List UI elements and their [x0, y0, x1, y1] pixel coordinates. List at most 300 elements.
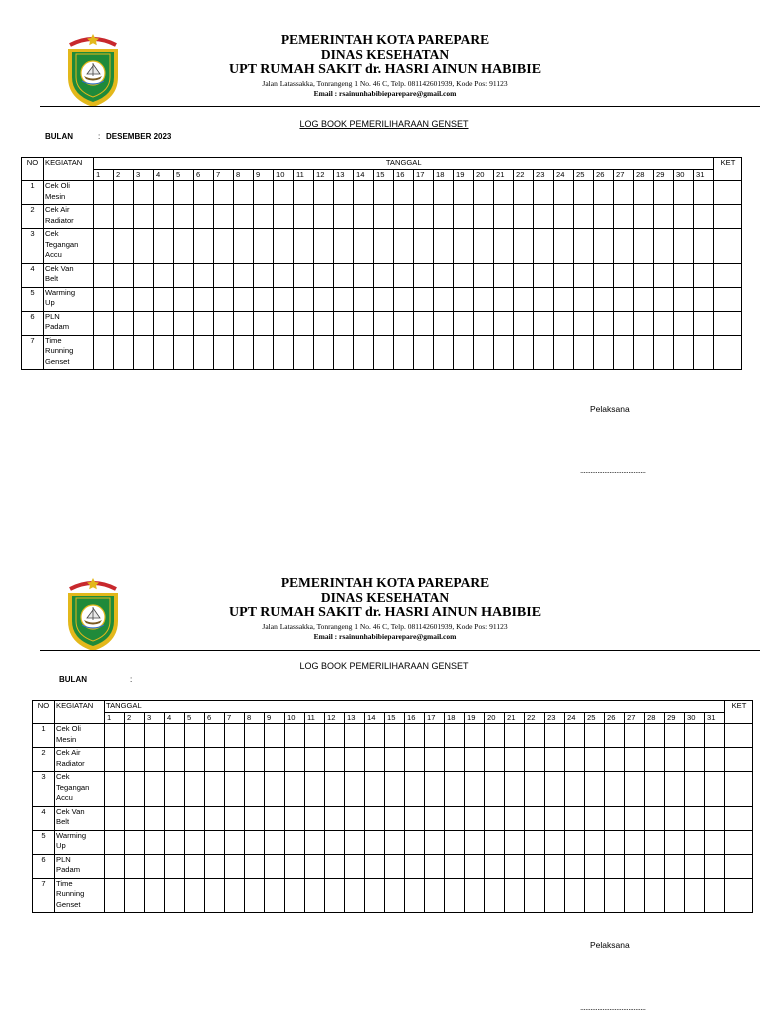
day-cell[interactable] [205, 878, 225, 913]
day-cell[interactable] [185, 772, 205, 807]
day-cell[interactable] [365, 724, 385, 748]
day-cell[interactable] [265, 854, 285, 878]
day-cell[interactable] [485, 772, 505, 807]
day-cell[interactable] [505, 772, 525, 807]
day-cell[interactable] [205, 724, 225, 748]
day-cell[interactable] [145, 830, 165, 854]
day-cell[interactable] [605, 830, 625, 854]
ket-cell[interactable] [725, 772, 753, 807]
row-number: 2 [33, 748, 55, 772]
day-cell[interactable] [465, 772, 485, 807]
day-cell[interactable] [585, 724, 605, 748]
day-cell[interactable] [205, 830, 225, 854]
day-cell[interactable] [305, 772, 325, 807]
day-cell[interactable] [505, 830, 525, 854]
day-cell[interactable] [225, 830, 245, 854]
day-cell[interactable] [665, 772, 685, 807]
kegiatan-line: Padam [56, 865, 81, 874]
day-cell[interactable] [185, 806, 205, 830]
kegiatan-line: Time [56, 878, 73, 888]
day-cell[interactable] [305, 830, 325, 854]
day-cell[interactable] [225, 772, 245, 807]
day-header: 11 [294, 169, 314, 181]
day-cell[interactable] [565, 724, 585, 748]
day-header: 9 [265, 712, 285, 724]
day-cell[interactable] [545, 772, 565, 807]
day-cell[interactable] [465, 748, 485, 772]
day-header: 20 [474, 169, 494, 181]
day-cell[interactable] [625, 806, 645, 830]
day-cell[interactable] [385, 724, 405, 748]
day-header: 21 [494, 169, 514, 181]
day-cell[interactable] [525, 806, 545, 830]
day-cell[interactable] [365, 772, 385, 807]
day-cell[interactable] [525, 724, 545, 748]
day-cell[interactable] [445, 724, 465, 748]
kegiatan-line: Cek Van [56, 806, 85, 816]
day-header: 24 [565, 712, 585, 724]
day-cell[interactable] [605, 878, 625, 913]
day-cell[interactable] [345, 772, 365, 807]
day-header: 29 [665, 712, 685, 724]
day-cell[interactable] [345, 806, 365, 830]
day-header: 18 [445, 712, 465, 724]
day-cell[interactable] [585, 806, 605, 830]
bulan-colon: : [98, 132, 101, 141]
day-cell[interactable] [245, 854, 265, 878]
day-cell[interactable] [425, 772, 445, 807]
day-cell[interactable] [485, 854, 505, 878]
day-cell[interactable] [405, 878, 425, 913]
day-cell[interactable] [485, 878, 505, 913]
day-cell[interactable] [545, 724, 565, 748]
day-cell[interactable] [165, 772, 185, 807]
day-cell[interactable] [365, 878, 385, 913]
table-row [33, 830, 753, 854]
day-header: 16 [394, 169, 414, 181]
row-number: 6 [33, 854, 55, 878]
row-number: 1 [33, 724, 55, 748]
day-cell[interactable] [605, 748, 625, 772]
day-cell[interactable] [605, 772, 625, 807]
day-cell[interactable] [465, 724, 485, 748]
day-cell[interactable] [705, 772, 725, 807]
letterhead-department: DINAS KESEHATAN [320, 47, 450, 62]
ket-cell[interactable] [725, 748, 753, 772]
day-cell[interactable] [705, 830, 725, 854]
day-cell[interactable] [305, 748, 325, 772]
day-cell[interactable] [245, 748, 265, 772]
row-number: 2 [22, 205, 44, 229]
day-cell[interactable] [545, 854, 565, 878]
letterhead [210, 575, 560, 641]
day-cell[interactable] [445, 772, 465, 807]
letterhead-address: Jalan Latassakka, Tonrangeng 1 No. 46 C, Telp. 081142601939, Kode Pos: 91123 [262, 79, 508, 88]
day-cell[interactable] [445, 854, 465, 878]
day-cell[interactable] [685, 772, 705, 807]
day-cell[interactable] [145, 806, 165, 830]
day-cell[interactable] [445, 748, 465, 772]
day-header: 1 [105, 712, 125, 724]
day-cell[interactable] [485, 830, 505, 854]
day-cell[interactable] [645, 748, 665, 772]
day-cell[interactable] [305, 806, 325, 830]
day-cell[interactable] [225, 806, 245, 830]
day-header: 16 [405, 712, 425, 724]
day-cell[interactable] [425, 878, 445, 913]
day-cell[interactable] [285, 878, 305, 913]
day-cell[interactable] [245, 830, 265, 854]
day-header: 13 [345, 712, 365, 724]
day-cell[interactable] [505, 878, 525, 913]
kegiatan-line: Warming [45, 287, 76, 297]
day-cell[interactable] [585, 830, 605, 854]
day-cell[interactable] [405, 724, 425, 748]
kegiatan-line: Tegangan [56, 782, 90, 792]
letterhead-divider [40, 650, 760, 651]
day-header: 10 [285, 712, 305, 724]
day-cell[interactable] [265, 724, 285, 748]
day-header: 7 [225, 712, 245, 724]
day-cell[interactable] [365, 748, 385, 772]
day-cell[interactable] [245, 772, 265, 807]
day-header: 9 [254, 169, 274, 181]
day-header: 4 [154, 169, 174, 181]
day-cell[interactable] [125, 748, 145, 772]
day-cell[interactable] [125, 830, 145, 854]
kegiatan-line: Cek Oli [45, 181, 70, 190]
day-cell[interactable] [625, 830, 645, 854]
day-cell[interactable] [125, 878, 145, 913]
day-cell[interactable] [685, 806, 705, 830]
day-cell[interactable] [105, 748, 125, 772]
kegiatan-line: Accu [45, 250, 62, 259]
day-cell[interactable] [145, 878, 165, 913]
document-title: LOG BOOK PEMERILIHARAAN GENSET [299, 661, 469, 671]
day-cell[interactable] [525, 854, 545, 878]
day-cell[interactable] [485, 724, 505, 748]
day-header: 23 [545, 712, 565, 724]
day-cell[interactable] [265, 748, 285, 772]
day-cell[interactable] [425, 806, 445, 830]
day-cell[interactable] [325, 748, 345, 772]
day-cell[interactable] [545, 748, 565, 772]
ket-cell[interactable] [725, 830, 753, 854]
bulan-colon: : [130, 675, 133, 684]
day-cell[interactable] [525, 748, 545, 772]
day-cell[interactable] [125, 806, 145, 830]
day-cell[interactable] [625, 772, 645, 807]
day-cell[interactable] [105, 854, 125, 878]
day-cell[interactable] [665, 830, 685, 854]
day-header: 8 [245, 712, 265, 724]
day-cell[interactable] [585, 772, 605, 807]
day-cell[interactable] [445, 806, 465, 830]
day-cell[interactable] [285, 724, 305, 748]
day-cell[interactable] [345, 724, 365, 748]
day-cell[interactable] [565, 854, 585, 878]
row-number: 7 [33, 878, 55, 913]
day-cell[interactable] [225, 724, 245, 748]
day-cell[interactable] [385, 878, 405, 913]
day-cell[interactable] [685, 724, 705, 748]
day-cell[interactable] [405, 830, 425, 854]
coat-of-arms-icon [62, 575, 124, 653]
day-cell[interactable] [565, 878, 585, 913]
day-cell[interactable] [505, 724, 525, 748]
day-cell[interactable] [365, 830, 385, 854]
letterhead-government: PEMERINTAH KOTA PAREPARE [280, 575, 490, 590]
day-cell[interactable] [465, 854, 485, 878]
kegiatan-line: Mesin [45, 191, 66, 201]
day-cell[interactable] [385, 854, 405, 878]
day-cell[interactable] [605, 724, 625, 748]
ket-cell[interactable] [725, 724, 753, 748]
day-cell[interactable] [185, 830, 205, 854]
day-cell[interactable] [385, 806, 405, 830]
kegiatan-line: Cek Van [45, 263, 74, 273]
day-cell[interactable] [525, 772, 545, 807]
day-cell[interactable] [305, 854, 325, 878]
day-cell[interactable] [185, 748, 205, 772]
letterhead-email: Email : rsainunhabibieparepare@gmail.com [313, 88, 457, 98]
day-cell[interactable] [225, 854, 245, 878]
day-cell[interactable] [645, 772, 665, 807]
day-cell[interactable] [705, 806, 725, 830]
day-cell[interactable] [205, 748, 225, 772]
day-cell[interactable] [325, 854, 345, 878]
kegiatan-line: Cek Air [45, 205, 70, 214]
day-cell[interactable] [585, 748, 605, 772]
letterhead-hospital: UPT RUMAH SAKIT dr. HASRI AINUN HABIBIE [228, 62, 542, 77]
day-cell[interactable] [665, 854, 685, 878]
day-cell[interactable] [105, 772, 125, 807]
day-cell[interactable] [105, 806, 125, 830]
day-cell[interactable] [245, 878, 265, 913]
day-cell[interactable] [385, 772, 405, 807]
day-cell[interactable] [325, 724, 345, 748]
day-cell[interactable] [405, 772, 425, 807]
day-cell[interactable] [705, 748, 725, 772]
day-cell[interactable] [145, 772, 165, 807]
table-row [33, 854, 753, 878]
day-cell[interactable] [165, 806, 185, 830]
kegiatan-line: Cek [45, 229, 59, 238]
day-cell[interactable] [705, 854, 725, 878]
day-cell[interactable] [345, 878, 365, 913]
day-cell[interactable] [425, 830, 445, 854]
ket-cell[interactable] [725, 878, 753, 913]
day-cell[interactable] [425, 748, 445, 772]
ket-cell[interactable] [725, 806, 753, 830]
day-cell[interactable] [165, 878, 185, 913]
day-header: 14 [354, 169, 374, 181]
day-cell[interactable] [185, 878, 205, 913]
day-cell[interactable] [325, 772, 345, 807]
day-header: 23 [534, 169, 554, 181]
day-cell[interactable] [385, 748, 405, 772]
day-cell[interactable] [645, 806, 665, 830]
day-cell[interactable] [325, 830, 345, 854]
day-cell[interactable] [125, 772, 145, 807]
day-cell[interactable] [625, 854, 645, 878]
day-cell[interactable] [345, 748, 365, 772]
day-cell[interactable] [325, 806, 345, 830]
day-cell[interactable] [525, 830, 545, 854]
day-cell[interactable] [665, 878, 685, 913]
day-cell[interactable] [545, 830, 565, 854]
day-cell[interactable] [165, 724, 185, 748]
kegiatan-line: Running [45, 346, 74, 355]
day-header: 19 [465, 712, 485, 724]
day-cell[interactable] [685, 878, 705, 913]
day-cell[interactable] [705, 878, 725, 913]
day-cell[interactable] [325, 878, 345, 913]
day-cell[interactable] [685, 830, 705, 854]
kegiatan-line: Belt [56, 817, 70, 826]
day-header: 8 [234, 169, 254, 181]
day-cell[interactable] [685, 748, 705, 772]
table-row [33, 878, 753, 913]
day-cell[interactable] [365, 806, 385, 830]
signature-line: ...................................... [580, 466, 646, 475]
day-cell[interactable] [505, 806, 525, 830]
kegiatan-line: Cek [56, 772, 70, 781]
day-cell[interactable] [285, 772, 305, 807]
table-row [33, 748, 753, 772]
day-header: 5 [185, 712, 205, 724]
day-cell[interactable] [685, 854, 705, 878]
day-cell[interactable] [125, 724, 145, 748]
header-no: NO [33, 701, 55, 724]
day-cell[interactable] [265, 830, 285, 854]
day-cell[interactable] [625, 724, 645, 748]
ket-cell[interactable] [725, 854, 753, 878]
day-header: 25 [574, 169, 594, 181]
day-cell[interactable] [465, 830, 485, 854]
day-cell[interactable] [465, 878, 485, 913]
day-cell[interactable] [345, 854, 365, 878]
day-cell[interactable] [625, 878, 645, 913]
day-cell[interactable] [185, 724, 205, 748]
day-cell[interactable] [205, 806, 225, 830]
letterhead-government: PEMERINTAH KOTA PAREPARE [280, 32, 490, 47]
day-cell[interactable] [105, 830, 125, 854]
day-header: 17 [425, 712, 445, 724]
day-header: 19 [454, 169, 474, 181]
day-header: 30 [685, 712, 705, 724]
day-cell[interactable] [705, 724, 725, 748]
day-cell[interactable] [625, 748, 645, 772]
day-cell[interactable] [645, 854, 665, 878]
day-cell[interactable] [645, 830, 665, 854]
day-cell[interactable] [665, 748, 685, 772]
day-cell[interactable] [465, 806, 485, 830]
day-cell[interactable] [565, 772, 585, 807]
row-number: 4 [33, 806, 55, 830]
day-cell[interactable] [265, 806, 285, 830]
document-title: LOG BOOK PEMERILIHARAAN GENSET [299, 119, 469, 129]
table-row [33, 724, 753, 748]
day-cell[interactable] [585, 878, 605, 913]
kegiatan-line: Genset [56, 899, 81, 909]
day-cell[interactable] [305, 724, 325, 748]
day-cell[interactable] [585, 854, 605, 878]
day-cell[interactable] [145, 724, 165, 748]
kegiatan-line: Genset [45, 356, 70, 366]
day-cell[interactable] [105, 878, 125, 913]
day-cell[interactable] [105, 724, 125, 748]
kegiatan-line: Running [56, 889, 85, 898]
day-cell[interactable] [125, 854, 145, 878]
header-ket: KET [725, 701, 753, 724]
day-cell[interactable] [145, 748, 165, 772]
day-cell[interactable] [525, 878, 545, 913]
day-cell[interactable] [265, 878, 285, 913]
day-cell[interactable] [145, 854, 165, 878]
day-cell[interactable] [405, 748, 425, 772]
day-cell[interactable] [185, 854, 205, 878]
day-cell[interactable] [565, 748, 585, 772]
day-cell[interactable] [285, 830, 305, 854]
day-cell[interactable] [345, 830, 365, 854]
day-cell[interactable] [485, 748, 505, 772]
day-cell[interactable] [445, 830, 465, 854]
day-cell[interactable] [385, 830, 405, 854]
day-cell[interactable] [165, 748, 185, 772]
day-cell[interactable] [665, 724, 685, 748]
day-cell[interactable] [305, 878, 325, 913]
day-cell[interactable] [425, 854, 445, 878]
day-cell[interactable] [225, 748, 245, 772]
day-cell[interactable] [205, 772, 225, 807]
day-cell[interactable] [285, 748, 305, 772]
day-cell[interactable] [485, 806, 505, 830]
day-cell[interactable] [665, 806, 685, 830]
day-cell[interactable] [545, 878, 565, 913]
day-cell[interactable] [165, 854, 185, 878]
day-cell[interactable] [405, 854, 425, 878]
day-cell[interactable] [265, 772, 285, 807]
row-number: 3 [22, 229, 44, 264]
day-cell[interactable] [245, 806, 265, 830]
day-cell[interactable] [365, 854, 385, 878]
day-cell[interactable] [245, 724, 265, 748]
day-cell[interactable] [285, 854, 305, 878]
day-cell[interactable] [425, 724, 445, 748]
day-cell[interactable] [165, 830, 185, 854]
day-cell[interactable] [565, 830, 585, 854]
day-cell[interactable] [505, 854, 525, 878]
day-cell[interactable] [505, 748, 525, 772]
day-header: 2 [125, 712, 145, 724]
day-cell[interactable] [645, 878, 665, 913]
day-cell[interactable] [605, 806, 625, 830]
day-cell[interactable] [405, 806, 425, 830]
day-cell[interactable] [445, 878, 465, 913]
header-kegiatan: KEGIATAN [55, 701, 105, 724]
day-cell[interactable] [565, 806, 585, 830]
day-cell[interactable] [205, 854, 225, 878]
day-cell[interactable] [605, 854, 625, 878]
day-header: 26 [594, 169, 614, 181]
day-cell[interactable] [285, 806, 305, 830]
day-cell[interactable] [545, 806, 565, 830]
day-cell[interactable] [645, 724, 665, 748]
log-table [32, 700, 753, 913]
kegiatan-line: Up [56, 841, 66, 850]
day-cell[interactable] [225, 878, 245, 913]
